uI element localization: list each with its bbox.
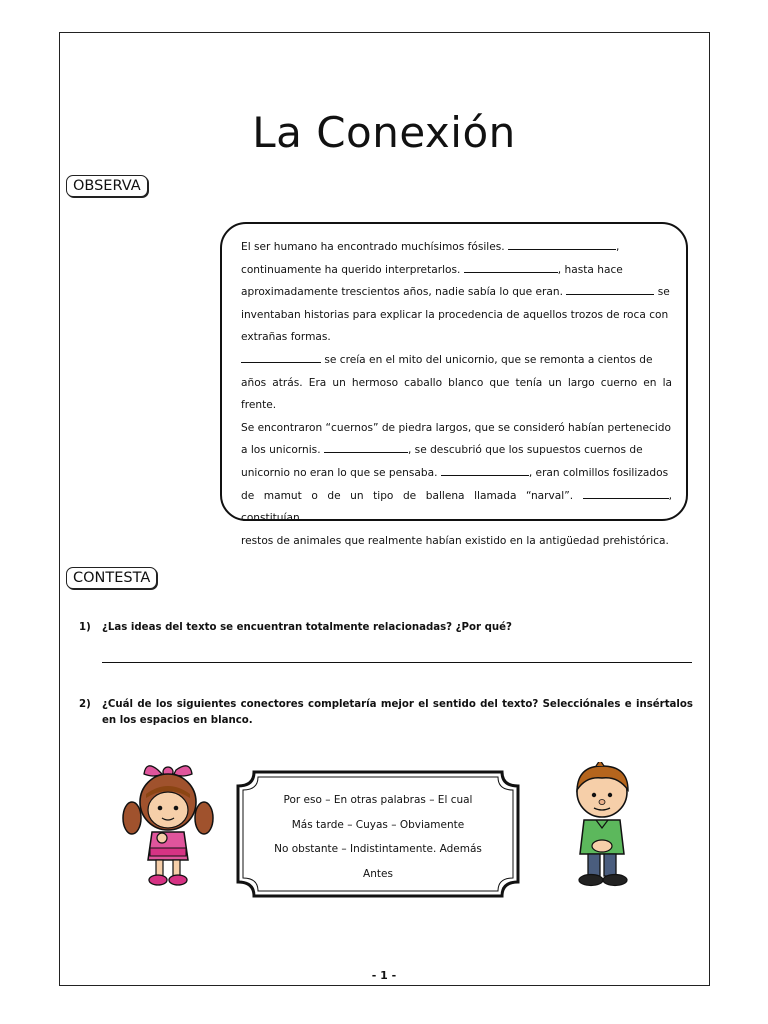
- passage-line: restos de animales que realmente habían existido en la antigüedad prehistórica.: [241, 534, 669, 547]
- blank-space[interactable]: [566, 282, 654, 295]
- blank-space[interactable]: [241, 350, 321, 363]
- question-text: ¿Las ideas del texto se encuentran totalmente relacionadas? ¿Por qué?: [102, 622, 512, 633]
- connector-line: Por eso – En otras palabras – El cual: [283, 794, 473, 806]
- blank-space[interactable]: [441, 463, 529, 476]
- connectors-list: [236, 788, 520, 886]
- connectors-box: [236, 770, 520, 898]
- passage-line: unicornio no eran lo que se pensaba. , eran colmillos fosilizados: [241, 462, 672, 485]
- page-number: - 1 -: [371, 969, 397, 982]
- question-number: 1): [79, 622, 91, 633]
- reading-passage: [220, 222, 688, 547]
- blank-space[interactable]: [464, 260, 558, 273]
- passage-line: de mamut o de un tipo de ballena llamada “narval”. , constituían: [241, 485, 672, 530]
- boy-illustration: [566, 762, 640, 892]
- passage-line: Se encontraron “cuernos” de piedra largos, que se consideró habían pertenecido: [241, 421, 671, 434]
- connector-line: No obstante – Indistintamente. Además: [274, 843, 482, 855]
- passage-line: inventaban historias para explicar la procedencia de aquellos trozos de roca con: [241, 308, 669, 321]
- blank-space[interactable]: [324, 440, 408, 453]
- passage-line: años atrás. Era un hermoso caballo blanco que tenía un largo cuerno en la frente.: [241, 376, 672, 412]
- connector-line: Antes: [363, 867, 393, 880]
- passage-line: continuamente ha querido interpretarlos. , hasta hace: [241, 259, 672, 282]
- passage-line: aproximadamente trescientos años, nadie sabía lo que eran. se: [241, 281, 672, 304]
- connector-line: Más tarde – Cuyas – Obviamente: [291, 818, 465, 831]
- blank-space[interactable]: [583, 486, 669, 499]
- observa-label: OBSERVA: [66, 175, 148, 197]
- blank-space[interactable]: [508, 237, 616, 250]
- question-text: ¿Cuál de los siguientes conectores completaría mejor el sentido del texto? Selecciónales e insértalos en los espacios en blanco.: [102, 699, 693, 726]
- contesta-label: CONTESTA: [66, 567, 157, 589]
- question-number: 2): [79, 699, 91, 710]
- page-title: La Conexión: [252, 108, 516, 157]
- passage-line: se creía en el mito del unicornio, que se remonta a cientos de: [241, 349, 672, 372]
- passage-line: extrañas formas.: [241, 331, 331, 344]
- answer-line[interactable]: [102, 662, 692, 663]
- girl-illustration: [118, 760, 218, 890]
- passage-line: a los unicornis. , se descubrió que los supuestos cuernos de: [241, 439, 672, 462]
- passage-line: El ser humano ha encontrado muchísimos fósiles. ,: [241, 236, 672, 259]
